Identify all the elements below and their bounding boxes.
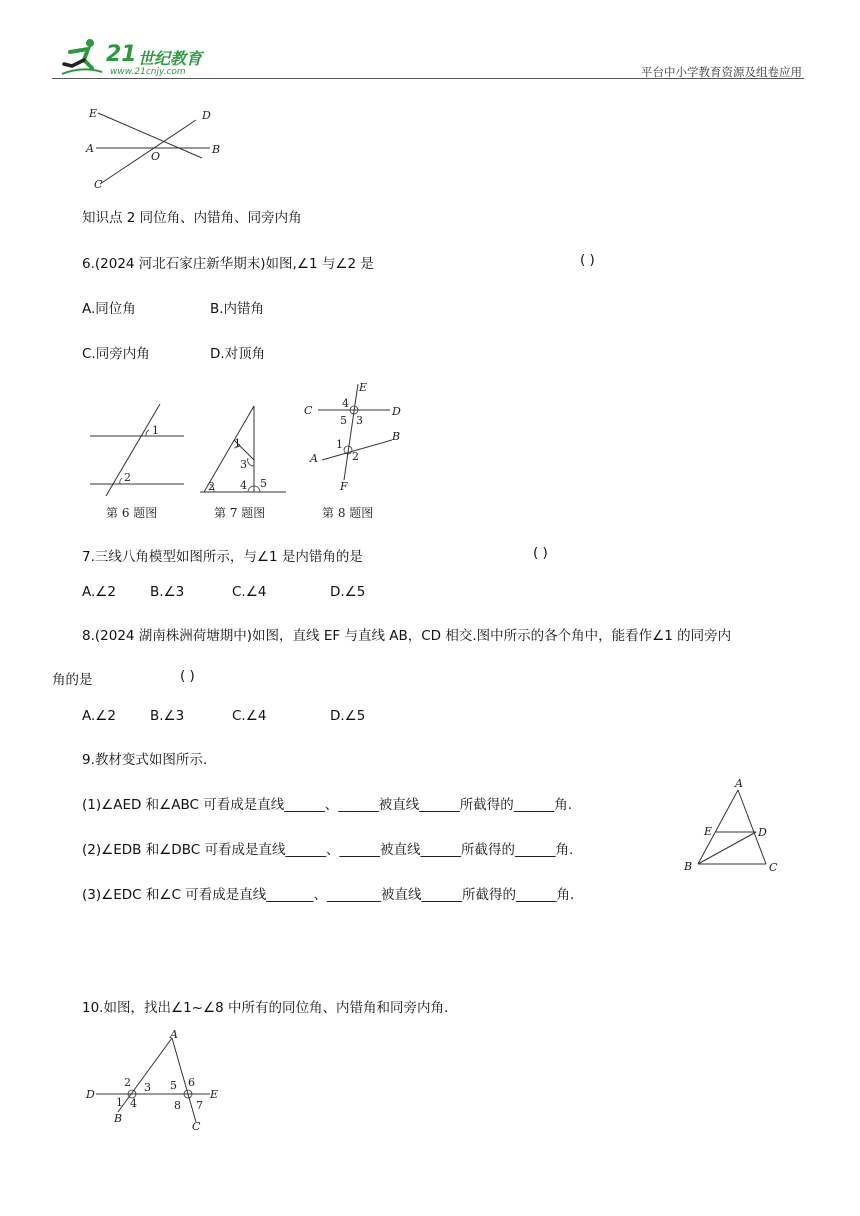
q6-answer-bracket: ( ) — [580, 252, 595, 268]
section-title: 知识点 2 同位角、内错角、同旁内角 — [82, 210, 302, 226]
q7-answer-bracket: ( ) — [533, 545, 548, 561]
q10-angle-1: 1 — [116, 1096, 123, 1109]
q6-option-b: B.内错角 — [210, 301, 265, 317]
label-o: O — [151, 150, 161, 163]
fig8-label-e: E — [359, 381, 368, 394]
q10-angle-7: 7 — [196, 1099, 203, 1112]
fig8-label-a: A — [310, 452, 318, 465]
q10-angle-2: 2 — [124, 1076, 131, 1089]
q10-angle-6: 6 — [188, 1076, 195, 1089]
q8-answer-bracket: ( ) — [180, 668, 195, 684]
q7-option-d: D.∠5 — [330, 584, 366, 600]
logo-number: 21 — [106, 42, 137, 67]
header-logo — [60, 36, 230, 80]
fig8-label-d: D — [392, 405, 401, 418]
fig7-angle-4: 4 — [240, 479, 247, 492]
q8-option-a: A.∠2 — [82, 708, 116, 724]
q10-angle-5: 5 — [170, 1079, 177, 1092]
q10-stem: 10.如图，找出∠1~∠8 中所有的同位角、内错角和同旁内角. — [82, 1000, 449, 1016]
fig7-angle-5: 5 — [260, 477, 267, 490]
q10-angle-8: 8 — [174, 1099, 181, 1112]
q9-label-c: C — [769, 861, 778, 874]
q10-label-d: D — [86, 1088, 95, 1101]
fig8-angle-3: 3 — [356, 414, 363, 427]
fig8-angle-5: 5 — [340, 414, 347, 427]
header-right-text: 平台中小学教育资源及组卷应用 — [641, 65, 802, 79]
q10-label-e: E — [210, 1088, 219, 1101]
q9-stem: 9.教材变式如图所示. — [82, 752, 208, 768]
figure-q8 — [300, 378, 410, 496]
fig7-angle-2: 2 — [208, 480, 215, 493]
fig6-caption: 第 6 题图 — [106, 506, 158, 520]
figure-q10 — [82, 1030, 232, 1134]
q6-option-c: C.同旁内角 — [82, 346, 150, 362]
fig8-angle-1: 1 — [336, 438, 343, 451]
fig8-angle-2: 2 — [352, 450, 359, 463]
logo-url: www.21cnjy.com — [110, 67, 186, 77]
q8-option-c: C.∠4 — [232, 708, 267, 724]
q8-stem-line2: 角的是 — [52, 672, 93, 688]
q10-label-a: A — [170, 1030, 178, 1041]
q6-option-a: A.同位角 — [82, 301, 136, 317]
q9-item-3: (3)∠EDC 和∠C 可看成是直线_______、________被直线______所截得的______角. — [82, 887, 575, 903]
label-e: E — [89, 107, 98, 120]
q7-option-c: C.∠4 — [232, 584, 267, 600]
q10-angle-4: 4 — [130, 1097, 137, 1110]
q7-option-b: B.∠3 — [150, 584, 185, 600]
figure-lines-at-o — [84, 102, 234, 198]
q10-label-b: B — [114, 1112, 123, 1125]
fig6-angle-1: 1 — [152, 424, 159, 437]
label-c: C — [94, 178, 103, 191]
fig8-caption: 第 8 题图 — [322, 506, 374, 520]
label-d: D — [202, 109, 211, 122]
q9-label-d: D — [758, 826, 767, 839]
header-divider — [52, 78, 804, 79]
q9-label-b: B — [684, 860, 693, 873]
figure-q9-triangle — [680, 776, 784, 876]
q6-option-d: D.对顶角 — [210, 346, 266, 362]
figure-q7 — [196, 400, 288, 496]
q7-stem: 7.三线八角模型如图所示，与∠1 是内错角的是 — [82, 549, 363, 565]
label-a: A — [86, 142, 94, 155]
fig6-angle-2: 2 — [124, 471, 131, 484]
fig7-caption: 第 7 题图 — [214, 506, 266, 520]
fig7-angle-3: 3 — [240, 458, 247, 471]
q7-option-a: A.∠2 — [82, 584, 116, 600]
fig8-angle-4: 4 — [342, 397, 349, 410]
q10-label-c: C — [192, 1120, 201, 1133]
q9-item-1: (1)∠AED 和∠ABC 可看成是直线______、______被直线______所截得的______角. — [82, 797, 573, 813]
label-b: B — [212, 143, 221, 156]
q9-item-2: (2)∠EDB 和∠DBC 可看成是直线______、______被直线______所截得的______角. — [82, 842, 574, 858]
fig8-label-c: C — [304, 404, 313, 417]
q8-option-d: D.∠5 — [330, 708, 366, 724]
fig7-angle-1: 1 — [234, 437, 241, 450]
q8-option-b: B.∠3 — [150, 708, 185, 724]
q6-stem: 6.(2024 河北石家庄新华期末)如图,∠1 与∠2 是 — [82, 256, 374, 272]
runner-logo-icon — [60, 36, 104, 78]
q9-label-a: A — [735, 777, 743, 790]
q8-stem-line1: 8.(2024 湖南株洲荷塘期中)如图，直线 EF 与直线 AB，CD 相交.图中所示的各个角中，能看作∠1 的同旁内 — [82, 628, 732, 644]
fig8-label-f: F — [340, 480, 348, 493]
q10-angle-3: 3 — [144, 1081, 151, 1094]
q9-label-e: E — [704, 825, 713, 838]
fig8-label-b: B — [392, 430, 401, 443]
logo-text: 世纪教育 — [138, 49, 203, 68]
figure-q6 — [86, 400, 190, 496]
